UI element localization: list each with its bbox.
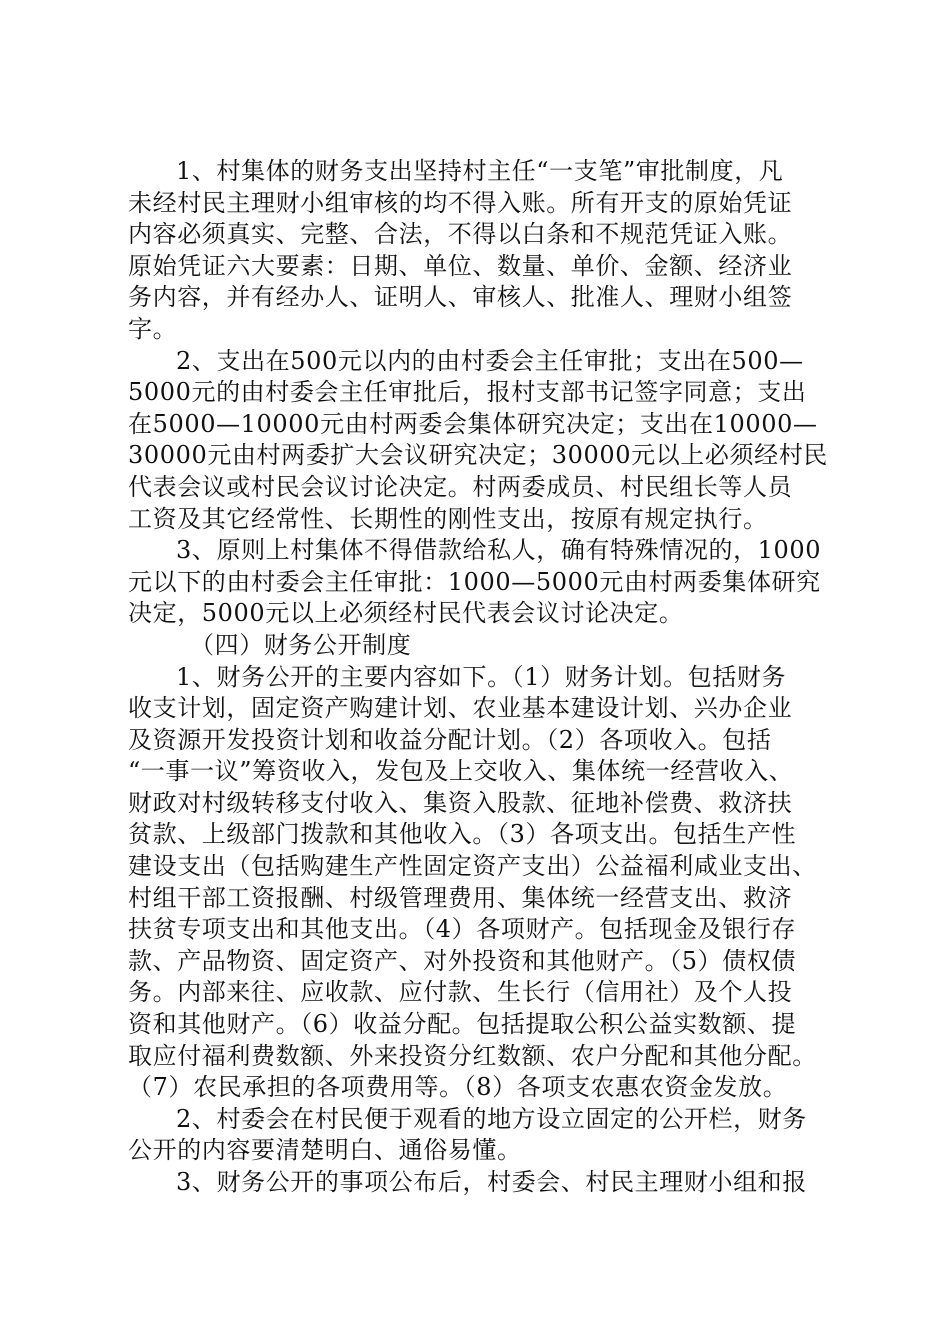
paragraph-5-line-1: 2、村委会在村民便于观看的地方设立固定的公开栏，财务: [176, 1104, 807, 1133]
paragraph-1-line-2: 未经村民主理财小组审核的均不得入账。所有开支的原始凭证: [128, 188, 793, 217]
paragraph-4-line-3: 及资源开发投资计划和收益分配计划。（2）各项收入。包括: [128, 725, 772, 754]
paragraph-3-line-1: 3、原则上村集体不得借款给私人，确有特殊情况的，1000: [176, 536, 822, 565]
paragraph-2-line-5: 代表会议或村民会议讨论决定。村两委成员、村民组长等人员: [128, 472, 793, 501]
paragraph-2-line-2: 5000元的由村委会主任审批后，报村支部书记签字同意；支出: [128, 378, 807, 407]
paragraph-4-line-9: 扶贫专项支出和其他支出。（4）各项财产。包括现金及银行存: [128, 915, 797, 944]
document-body: [128, 156, 832, 1199]
section-heading: （四）财务公开制度: [190, 630, 412, 659]
paragraph-5-line-2: 公开的内容要清楚明白、通俗易懂。: [128, 1136, 522, 1165]
paragraph-3-line-2: 元以下的由村委会主任审批：1000—5000元由村两委集体研究: [128, 567, 821, 596]
paragraph-4-line-5: 财政对村级转移支付收入、集资入股款、征地补偿费、救济扶: [128, 788, 793, 817]
paragraph-4-line-7: 建设支出（包括购建生产性固定资产支出）公益福利咸业支出、: [128, 852, 817, 881]
paragraph-4-line-2: 收支计划，固定资产购建计划、农业基本建设计划、兴办企业: [128, 694, 793, 723]
paragraph-1-line-4: 原始凭证六大要素：日期、单位、数量、单价、金额、经济业: [128, 251, 793, 280]
paragraph-1-line-3: 内容必须真实、完整、合法，不得以白条和不规范凭证入账。: [128, 220, 793, 249]
paragraph-4-line-12: 资和其他财产。（6）收益分配。包括提取公积公益实数额、提: [128, 1010, 797, 1039]
paragraph-1-line-1: 1、村集体的财务支出坚持村主任“一支笔”审批制度，凡: [176, 157, 784, 185]
paragraph-4-line-4: “一事一议”筹资收入，发包及上交收入、集体统一经营收入、: [128, 757, 794, 786]
paragraph-4-line-11: 务。内部来往、应收款、应付款、生长行（信用社）及个人投: [128, 978, 793, 1007]
paragraph-4-line-6: 贫款、上级部门拨款和其他收入。（3）各项支出。包括生产性: [128, 820, 797, 849]
paragraph-4-line-10: 款、产品物资、固定资产、对外投资和其他财产。（5）债权债: [128, 946, 797, 975]
paragraph-4-line-13: 取应付福利费数额、外来投资分红数额、农户分配和其他分配。: [128, 1041, 817, 1070]
paragraph-1-line-5: 务内容，并有经办人、证明人、审核人、批准人、理财小组签: [128, 283, 793, 312]
paragraph-1-line-6: 字。: [128, 314, 178, 343]
paragraph-4-line-1: 1、财务公开的主要内容如下。（1）财务计划。包括财务: [176, 662, 787, 691]
paragraph-3-line-3: 决定，5000元以上必须经村民代表会议讨论决定。: [128, 599, 684, 628]
paragraph-2-line-1: 2、支出在500元以内的由村委会主任审批；支出在500—: [176, 346, 804, 375]
paragraph-4-line-8: 村组干部工资报酬、村级管理费用、集体统一经营支出、救济: [128, 883, 793, 912]
paragraph-2-line-4: 30000元由村两委扩大会议研究决定；30000元以上必须经村民: [128, 441, 828, 470]
paragraph-2-line-6: 工资及其它经常性、长期性的刚性支出，按原有规定执行。: [128, 504, 768, 533]
paragraph-4-line-14: （7）农民承担的各项费用等。（8）各项支农惠农资金发放。: [128, 1073, 788, 1102]
paragraph-2-line-3: 在5000—10000元由村两委会集体研究决定；支出在10000—: [128, 409, 818, 438]
paragraph-6-line-1: 3、财务公开的事项公布后，村委会、村民主理财小组和报: [176, 1168, 807, 1196]
